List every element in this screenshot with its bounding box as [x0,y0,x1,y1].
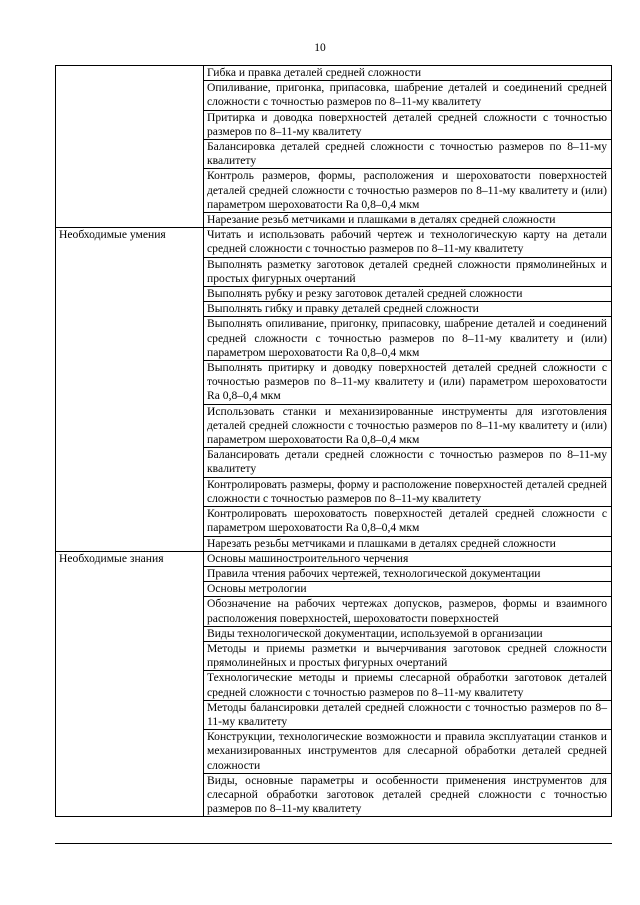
requirement-text: Выполнять рубку и резку заготовок деталей средней сложности [204,287,612,302]
requirement-text: Выполнять опиливание, пригонку, припасовку, шабрение деталей и соединений средней сложности с точностью размеров по 8–11-му квалитету и (или) параметром шероховатости Ra 0,8–0,4 мкм [204,317,612,361]
requirement-text: Читать и использовать рабочий чертеж и технологическую карту на детали средней сложности с точностью размеров по 8–11-му квалитету [204,228,612,257]
table-row [56,228,612,257]
requirement-text: Основы машиностроительного черчения [204,551,612,566]
requirement-text: Виды, основные параметры и особенности применения инструментов для слесарной обработки заготовок деталей средней сложности с точностью размеров по 8–11-му квалитету [204,773,612,817]
requirements-table-body [56,66,612,817]
requirement-text: Притирка и доводка поверхностей деталей средней сложности с точностью размеров по 8–11-му квалитету [204,110,612,139]
requirements-table [55,65,612,817]
requirement-text: Основы метрологии [204,582,612,597]
requirement-text: Выполнять гибку и правку деталей средней сложности [204,302,612,317]
requirement-text: Обозначение на рабочих чертежах допусков, размеров, формы и взаимного расположения поверхностей, шероховатости поверхностей [204,597,612,626]
requirement-text: Виды технологической документации, используемой в организации [204,626,612,641]
requirement-text: Контролировать размеры, форму и расположение поверхностей деталей средней сложности с точностью размеров по 8–11-му квалитету [204,477,612,506]
table-row [56,551,612,566]
requirement-text: Контролировать шероховатость поверхностей деталей средней сложности с параметром шероховатости Ra 0,8–0,4 мкм [204,507,612,536]
requirement-text: Опиливание, пригонка, припасовка, шабрение деталей и соединений средней сложности с точностью размеров по 8–11-му квалитету [204,81,612,110]
section-label: Необходимые умения [56,228,204,551]
requirement-text: Гибка и правка деталей средней сложности [204,66,612,81]
section-label: Необходимые знания [56,551,204,817]
requirement-text: Технологические методы и приемы слесарной обработки заготовок деталей средней сложности с точностью размеров по 8–11-му квалитету [204,671,612,700]
requirement-text: Методы и приемы разметки и вычерчивания заготовок средней сложности прямолинейных и простых фигурных очертаний [204,641,612,670]
requirement-text: Использовать станки и механизированные инструменты для изготовления деталей средней сложности с точностью размеров по 8–11-му квалитету и (или) параметром шероховатости Ra 0,8–0,4 мкм [204,404,612,448]
requirement-text: Выполнять притирку и доводку поверхностей деталей средней сложности с точностью размеров по 8–11-му квалитету и (или) параметром шероховатости Ra 0,8–0,4 мкм [204,361,612,405]
requirement-text: Балансировка деталей средней сложности с точностью размеров по 8–11-му квалитету [204,140,612,169]
page-number: 10 [314,42,326,54]
page-bottom-rule [55,843,612,844]
requirement-text: Конструкции, технологические возможности и правила эксплуатации станков и механизированных инструментов для слесарной обработки деталей средней сложности [204,730,612,774]
requirement-text: Выполнять разметку заготовок деталей средней сложности прямолинейных и простых фигурных очертаний [204,257,612,286]
requirement-text: Балансировать детали средней сложности с точностью размеров по 8–11-му квалитету [204,448,612,477]
requirement-text: Правила чтения рабочих чертежей, технологической документации [204,566,612,581]
requirement-text: Нарезание резьб метчиками и плашками в деталях средней сложности [204,213,612,228]
requirement-text: Методы балансировки деталей средней сложности с точностью размеров по 8–11-му квалитету [204,700,612,729]
requirement-text: Контроль размеров, формы, расположения и шероховатости поверхностей деталей средней сложности с точностью размеров по 8–11-му квалитету и (или) параметром шероховатости Ra 0,8–0,4 мкм [204,169,612,213]
requirement-text: Нарезать резьбы метчиками и плашками в деталях средней сложности [204,536,612,551]
table-row [56,66,612,81]
section-label [56,66,204,228]
